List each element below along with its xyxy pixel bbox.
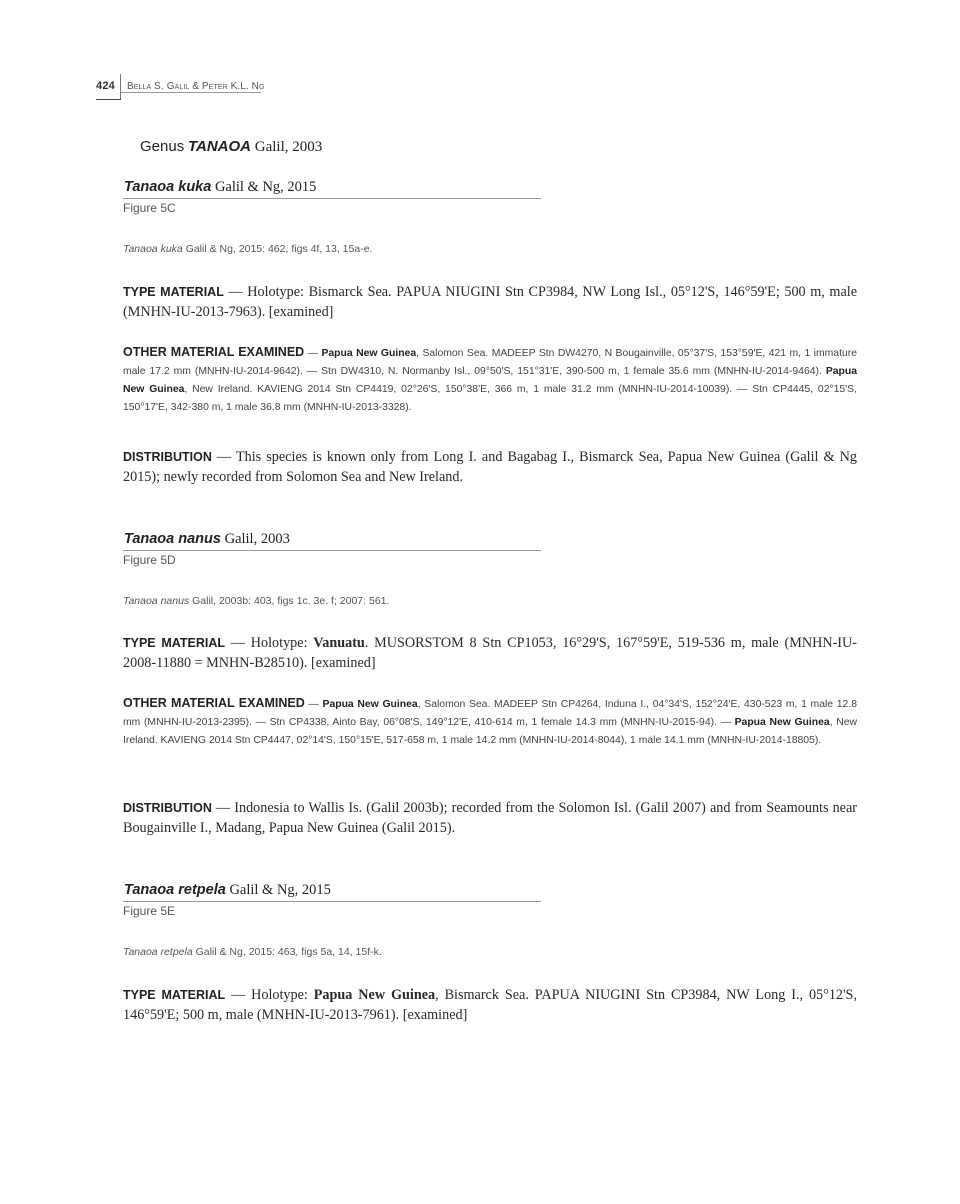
dash: — xyxy=(223,284,248,300)
genus-heading xyxy=(140,138,322,156)
figure-reference: Figure 5C xyxy=(123,201,176,215)
material-text: , Salomon Sea. MADEEP Stn DW4270, N Bougainville, 05°37'S, 153°59'E, 421 m, 1 immature male 17.2 mm (MNHN-IU-2014-9642). — Stn DW4310, N. Normanby Isl., 09°50'S, 151°31'E, 390-500 m, 1 female 35.6 mm (MNHN-IU-2014-9464). xyxy=(123,348,857,377)
species-rule xyxy=(123,198,541,199)
dash: — xyxy=(225,987,252,1003)
holotype-prefix: Holotype: xyxy=(250,635,314,651)
type-material-paragraph xyxy=(123,985,857,1025)
dash: — xyxy=(211,800,235,816)
section-label: OTHER MATERIAL EXAMINED xyxy=(123,696,305,710)
location-bold: Papua New Guinea xyxy=(322,699,418,710)
holotype-location: Vanuatu xyxy=(313,635,365,651)
synonymy-name: Tanaoa kuka xyxy=(123,243,183,255)
dash: — xyxy=(211,449,236,465)
location-bold: Papua New Guinea xyxy=(321,348,417,359)
synonymy-name: Tanaoa retpela xyxy=(123,946,193,958)
species-name: Tanaoa kuka xyxy=(124,179,212,195)
species-authority: Galil, 2003 xyxy=(224,531,290,547)
holotype-prefix: Holotype: xyxy=(251,987,314,1003)
species-authority: Galil & Ng, 2015 xyxy=(214,179,317,195)
distribution-text: This species is known only from Long I. and Bagabag I., Bismarck Sea, Papua New Guinea (Galil & Ng 2015); newly recorded from Solomon Sea and New Ireland. xyxy=(123,449,857,485)
figure-reference: Figure 5E xyxy=(123,904,176,918)
species-rule xyxy=(123,901,541,902)
distribution-paragraph xyxy=(123,447,857,487)
genus-label: Genus xyxy=(140,138,185,155)
other-material-paragraph xyxy=(123,343,857,417)
type-material-paragraph xyxy=(123,282,857,322)
species-heading-kuka xyxy=(124,179,316,196)
header-rule xyxy=(121,92,261,93)
type-material-text: Bismarck Sea. PAPUA NIUGINI Stn CP3984, NW Long Isl., 05°12'S, 146°59'E; 500 m, male (MNHN-IU-2013-7963). [examined] xyxy=(123,284,858,320)
figure-reference: Figure 5D xyxy=(123,553,176,567)
header-divider xyxy=(120,74,121,100)
section-label: DISTRIBUTION xyxy=(123,801,212,815)
dash: — xyxy=(225,635,251,651)
species-name: Tanaoa retpela xyxy=(124,882,226,898)
running-header-authors: Bella S. Galil & Peter K.L. Ng xyxy=(127,81,265,92)
species-heading-nanus xyxy=(124,531,290,548)
distribution-text: Indonesia to Wallis Is. (Galil 2003b); recorded from the Solomon Isl. (Galil 2007) and from Seamounts near Bougainville I., Madang, Papua New Guinea (Galil 2015). xyxy=(123,800,858,836)
dash: — xyxy=(304,348,322,359)
species-name: Tanaoa nanus xyxy=(124,531,221,547)
other-material-paragraph xyxy=(123,694,857,750)
section-label: OTHER MATERIAL EXAMINED xyxy=(123,345,305,359)
synonymy-citation: Galil, 2003b: 403, figs 1c. 3e. f; 2007: 561. xyxy=(192,595,390,607)
section-label: DISTRIBUTION xyxy=(123,450,212,464)
species-authority: Galil & Ng, 2015 xyxy=(229,882,331,898)
material-text: , New Ireland. KAVIENG 2014 Stn CP4447, 02°14'S, 150°15'E, 517-658 m, 1 male 14.2 mm (MNHN-IU-2014-8044), 1 male 14.1 mm (MNHN-IU-2014-18805). xyxy=(123,717,858,746)
species-rule xyxy=(123,550,541,551)
synonymy-citation: Galil & Ng, 2015: 463, figs 5a, 14, 15f-k. xyxy=(195,946,382,958)
synonymy-entry xyxy=(123,595,389,607)
synonymy-entry xyxy=(123,946,382,958)
section-label: TYPE MATERIAL xyxy=(123,285,224,299)
type-material-text: . MUSORSTOM 8 Stn CP1053, 16°29'S, 167°59'E, 519-536 m, male (MNHN-IU-2008-11880 = MNHN-B28510). [examined] xyxy=(123,635,857,671)
species-heading-retpela xyxy=(124,882,331,899)
location-bold: Papua New Guinea xyxy=(123,366,857,395)
type-material-text: , Bismarck Sea. PAPUA NIUGINI Stn CP3984, NW Long I., 05°12'S, 146°59'E; 500 m, male (MNHN-IU-2013-7961). [examined] xyxy=(123,987,857,1023)
synonymy-entry xyxy=(123,243,372,255)
type-material-paragraph xyxy=(123,633,857,673)
synonymy-name: Tanaoa nanus xyxy=(123,595,190,607)
holotype-prefix: Holotype: xyxy=(247,284,309,300)
page-number-underline xyxy=(96,99,121,100)
location-bold: Papua New Guinea xyxy=(734,717,830,728)
holotype-location: Papua New Guinea xyxy=(313,987,436,1003)
genus-name: TANAOA xyxy=(187,138,251,155)
material-text: , New Ireland. KAVIENG 2014 Stn CP4419, 02°26'S, 150°38'E, 366 m, 1 male 31.2 mm (MNHN-IU-2014-10039). — Stn CP4445, 02°15'S, 150°17'E, 342-380 m, 1 male 36.8 mm (MNHN-IU-2013-3328). xyxy=(123,384,857,413)
genus-authority: Galil, 2003 xyxy=(254,139,323,155)
page-number: 424 xyxy=(96,80,115,92)
dash: — xyxy=(304,699,323,710)
section-label: TYPE MATERIAL xyxy=(123,988,226,1002)
material-text: , Salomon Sea. MADEEP Stn CP4264, Induna I., 04°34'S, 152°24'E, 430-523 m, 1 male 12.8 mm (MNHN-IU-2013-2395). — Stn CP4338, Ainto Bay, 06°08'S, 149°12'E, 410-614 m, 1 female 14.3 mm (MNHN-IU-2015-94). — xyxy=(123,699,857,728)
section-label: TYPE MATERIAL xyxy=(123,636,226,650)
distribution-paragraph xyxy=(123,798,857,838)
synonymy-citation: Galil & Ng, 2015: 462, figs 4f, 13, 15a-e. xyxy=(185,243,373,255)
